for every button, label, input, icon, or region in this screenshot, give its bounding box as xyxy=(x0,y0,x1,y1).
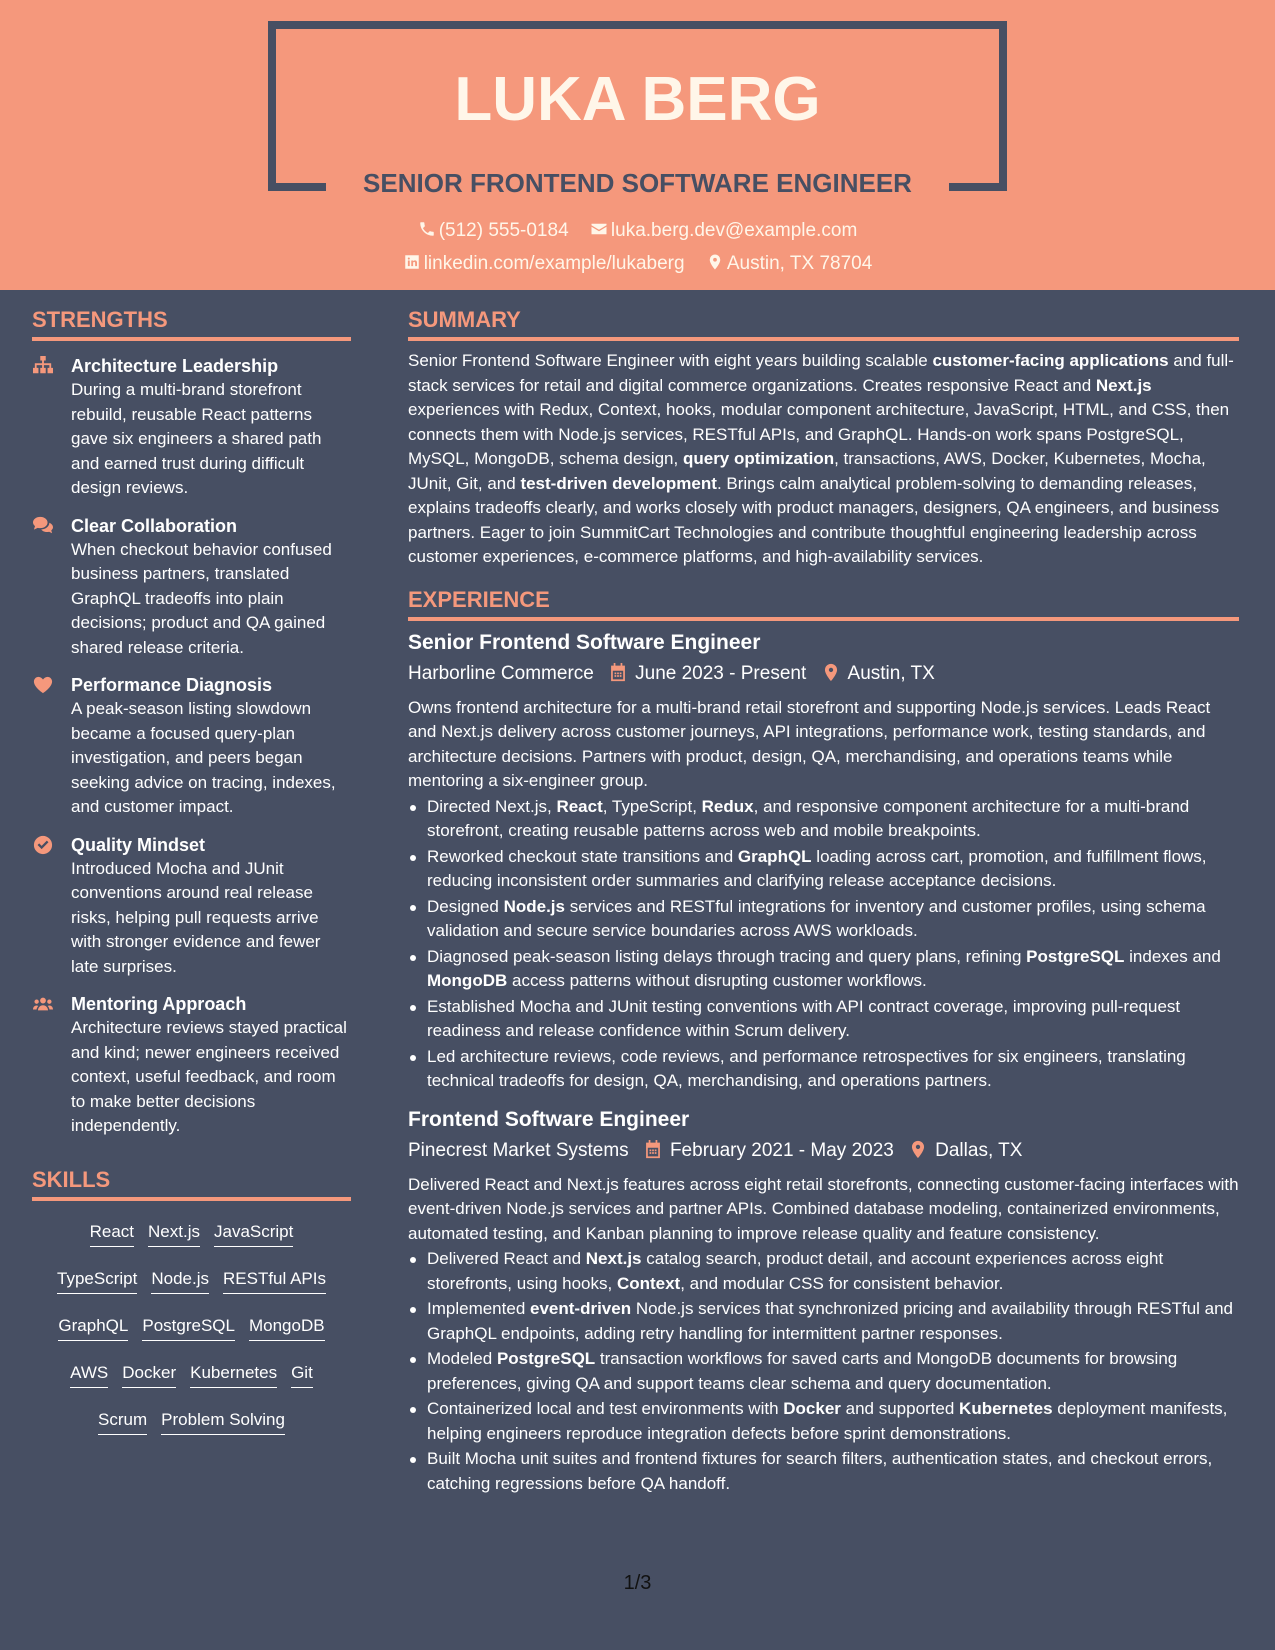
text-segment: , and modular CSS for consistent behavior. xyxy=(680,1273,1004,1293)
bold-keyword: PostgreSQL xyxy=(1026,946,1125,966)
text-segment: , transactions, AWS, Docker, Kubernetes, Mocha, JUnit, Git, and xyxy=(408,449,1206,493)
summary-heading: SUMMARY xyxy=(408,305,1239,341)
job-bullet xyxy=(408,945,1239,994)
text-segment: experiences with Redux, Context, hooks, modular component architecture, JavaScript, HTML, and CSS, then connects them with Node.js services, RESTful APIs, and GraphQL. Hands-on work spans PostgreSQL, MySQL, MongoDB, schema design, xyxy=(408,400,1230,468)
strength-item xyxy=(32,673,351,820)
strength-title: Performance Diagnosis xyxy=(71,675,273,695)
linkedin-text: linkedin.com/example/lukaberg xyxy=(423,253,685,274)
job-bullets xyxy=(408,1247,1239,1496)
strengths-heading: STRENGTHS xyxy=(32,305,351,341)
job-entry xyxy=(408,629,1239,1094)
comments-icon xyxy=(32,516,54,536)
strength-title: Clear Collaboration xyxy=(71,515,238,536)
strength-desc: A peak-season listing slowdown became a focused query-plan investigation, and peers began seeking advice on tracing, indexes, and customer impact. xyxy=(71,699,336,816)
text-segment: and full-stack services for retail and digital commerce organizations. Creates responsive React and xyxy=(408,351,1234,395)
skill-tag: PostgreSQL xyxy=(142,1314,235,1341)
text-segment: deployment manifests, helping engineers reproduce integration defects before sprint demonstrations. xyxy=(427,1399,1228,1443)
skill-tag: AWS xyxy=(70,1361,108,1388)
job-bullet xyxy=(408,1045,1239,1094)
text-segment: Implemented xyxy=(427,1299,530,1318)
skill-tag: RESTful APIs xyxy=(223,1267,326,1294)
text-segment: transaction workflows for saved carts and MongoDB documents for browsing preferences, giving QA and support teams clear schema and query documentation. xyxy=(427,1349,1178,1393)
summary-section xyxy=(408,305,1239,570)
candidate-title: SENIOR FRONTEND SOFTWARE ENGINEER xyxy=(363,168,912,198)
header-frame-corner-right xyxy=(949,183,1007,191)
strength-item xyxy=(32,354,351,501)
text-segment: catalog search, product detail, and account experiences across eight storefronts, using hooks, xyxy=(427,1249,1164,1293)
skill-tag: Docker xyxy=(122,1361,176,1388)
sitemap-icon xyxy=(32,356,54,376)
text-segment: loading across cart, promotion, and fulfillment flows, reducing inconsistent order summaries and clarifying release acceptance decisions. xyxy=(427,846,1207,890)
text-segment: , and responsive component architecture for a multi-brand storefront, creating reusable patterns across web and mobile breakpoints. xyxy=(427,796,1190,840)
envelope-icon xyxy=(590,220,608,238)
map-pin-icon xyxy=(706,253,724,271)
job-description: Delivered React and Next.js features across eight retail storefronts, connecting customer-facing interfaces with event-driven Node.js services and partner APIs. Combined database modeling, containerized environments, automated testing, and Kanban planning to improve release quality and feature consistency. xyxy=(408,1174,1239,1243)
skill-tag: GraphQL xyxy=(58,1314,128,1341)
strength-title: Quality Mindset xyxy=(71,834,206,855)
map-pin-icon xyxy=(822,663,840,682)
map-pin-icon xyxy=(909,1140,927,1159)
text-segment: Modeled xyxy=(427,1349,497,1368)
text-segment: Led architecture reviews, code reviews, and performance retrospectives for six engineers, translating technical tradeoffs for design, QA, merchandising, and operations partners. xyxy=(427,1046,1186,1090)
strength-item xyxy=(32,992,351,1139)
strength-item xyxy=(32,514,351,661)
job-title: Senior Frontend Software Engineer xyxy=(408,630,761,654)
bold-keyword: Next.js xyxy=(1095,375,1152,395)
text-segment: indexes and xyxy=(1124,946,1221,966)
text-segment: Delivered React and xyxy=(427,1249,586,1268)
right-column xyxy=(408,305,1239,1497)
strength-desc: When checkout behavior confused business partners, translated GraphQL tradeoffs into plain decisions; product and QA gained shared release criteria. xyxy=(71,539,332,657)
job-location xyxy=(909,1137,1022,1165)
skill-tag: React xyxy=(90,1220,134,1247)
skills-list xyxy=(32,1210,351,1445)
header-frame xyxy=(268,21,1007,29)
bold-keyword: customer-facing applications xyxy=(932,351,1169,370)
skills-heading: SKILLS xyxy=(32,1165,351,1201)
job-dates xyxy=(644,1137,894,1165)
strength-title: Mentoring Approach xyxy=(71,994,247,1014)
contact-phone[interactable] xyxy=(418,218,569,244)
text-segment: Built Mocha unit suites and frontend fixtures for search filters, authentication states, and checkout errors, catching regressions before QA handoff. xyxy=(427,1449,1213,1493)
header-frame-right xyxy=(999,21,1007,191)
skill-tag: MongoDB xyxy=(249,1314,325,1341)
job-dates-text: February 2021 - May 2023 xyxy=(669,1139,894,1161)
linkedin-icon xyxy=(403,253,421,271)
skill-tag: Next.js xyxy=(148,1220,200,1247)
job-dates xyxy=(609,660,806,688)
skill-tag: Git xyxy=(291,1361,313,1388)
contact-linkedin[interactable] xyxy=(403,251,685,277)
skill-tag: Scrum xyxy=(98,1408,147,1435)
bold-keyword: Node.js xyxy=(503,896,565,916)
header-frame-left xyxy=(268,21,276,191)
skills-section xyxy=(32,1165,351,1445)
phone-text: (512) 555-0184 xyxy=(438,220,569,241)
calendar-icon xyxy=(644,1140,662,1159)
skill-tag: Problem Solving xyxy=(161,1408,285,1435)
users-icon xyxy=(32,994,54,1014)
bold-keyword: MongoDB xyxy=(427,971,508,990)
bold-keyword: Docker xyxy=(783,1399,841,1418)
bold-keyword: GraphQL xyxy=(737,846,812,866)
job-meta xyxy=(408,660,1239,688)
skill-tag: Kubernetes xyxy=(190,1361,277,1388)
job-bullet xyxy=(408,1247,1239,1296)
text-segment: Reworked checkout state transitions and xyxy=(427,846,738,866)
job-dates-text: June 2023 - Present xyxy=(635,662,807,684)
location-text: Austin, TX 78704 xyxy=(726,253,873,274)
bold-keyword: Redux xyxy=(701,796,754,816)
email-text: luka.berg.dev@example.com xyxy=(610,220,858,241)
check-circle-icon xyxy=(32,835,54,855)
header-frame-corner-left xyxy=(268,183,326,191)
text-segment: Node.js services that synchronized pricing and availability through RESTful and GraphQL endpoints, adding retry handling for intermittent partner responses. xyxy=(427,1299,1234,1343)
job-entry xyxy=(408,1106,1239,1497)
candidate-name: LUKA BERG xyxy=(454,65,821,134)
bold-keyword: React xyxy=(556,796,603,816)
job-bullet xyxy=(408,995,1239,1044)
job-title: Frontend Software Engineer xyxy=(408,1107,690,1131)
job-bullet xyxy=(408,895,1239,944)
job-bullet xyxy=(408,1297,1239,1346)
text-segment: Containerized local and test environments with xyxy=(427,1399,784,1418)
text-segment: Senior Frontend Software Engineer with eight years building scalable xyxy=(408,351,933,370)
job-bullet xyxy=(408,845,1239,894)
experience-heading: EXPERIENCE xyxy=(408,585,1239,621)
strength-title: Architecture Leadership xyxy=(71,356,279,376)
job-description: Owns frontend architecture for a multi-brand retail storefront and supporting Node.js services. Leads React and Next.js delivery across customer journeys, API integrations, performance work, testing standards, and architecture decisions. Partners with product, design, QA, merchandising, and operations teams while mentoring a six-engineer group. xyxy=(408,697,1211,790)
strength-desc: Introduced Mocha and JUnit conventions around real release risks, helping pull requests arrive with stronger evidence and fewer late surprises. xyxy=(71,858,321,976)
summary-text xyxy=(408,349,1239,570)
contact-row-1 xyxy=(0,218,1275,244)
job-bullets xyxy=(408,795,1239,1094)
strength-desc: During a multi-brand storefront rebuild, reusable React patterns gave six engineers a shared path and earned trust during difficult design reviews. xyxy=(71,380,322,497)
text-segment: services and RESTful integrations for inventory and customer profiles, using schema validation and secure service boundaries across AWS workloads. xyxy=(427,896,1206,940)
job-bullet xyxy=(408,1347,1239,1396)
experience-section xyxy=(408,585,1239,1497)
bold-keyword: Next.js xyxy=(585,1249,642,1268)
text-segment: Designed xyxy=(427,896,504,916)
job-location xyxy=(822,660,935,688)
job-company: Harborline Commerce xyxy=(408,662,594,684)
strength-desc: Architecture reviews stayed practical and kind; newer engineers received context, useful feedback, and room to make better decisions independently. xyxy=(71,1018,347,1135)
phone-icon xyxy=(418,220,436,238)
skill-tag: Node.js xyxy=(151,1267,209,1294)
heart-icon xyxy=(32,675,54,695)
bold-keyword: PostgreSQL xyxy=(496,1349,596,1368)
text-segment: and supported xyxy=(840,1399,960,1418)
job-meta xyxy=(408,1137,1239,1165)
bold-keyword: query optimization xyxy=(682,449,835,468)
job-location-text: Dallas, TX xyxy=(935,1139,1023,1161)
calendar-icon xyxy=(609,663,627,682)
bold-keyword: event-driven xyxy=(530,1299,632,1318)
text-segment: . Brings calm analytical problem-solving to demanding releases, explains tradeoffs clearly, and works closely with product managers, designers, QA engineers, and business partners. Eager to join SummitCart Technologies and contribute thoughtful engineering leadership across customer experiences, e-commerce platforms, and high-availability services. xyxy=(408,473,1220,566)
job-bullet xyxy=(408,1447,1239,1496)
skill-tag: JavaScript xyxy=(214,1220,293,1247)
job-bullet xyxy=(408,795,1239,844)
text-segment: , TypeScript, xyxy=(602,796,702,816)
contact-row-2 xyxy=(0,251,1275,277)
job-company: Pinecrest Market Systems xyxy=(408,1139,629,1161)
strength-item xyxy=(32,833,351,980)
job-location-text: Austin, TX xyxy=(847,662,935,684)
strengths-section xyxy=(32,305,351,1139)
page-number: 1/3 xyxy=(623,1572,652,1594)
skill-tag: TypeScript xyxy=(57,1267,137,1294)
text-segment: Diagnosed peak-season listing delays through tracing and query plans, refining xyxy=(427,946,1027,966)
text-segment: Directed Next.js, xyxy=(427,796,557,816)
bold-keyword: test-driven development xyxy=(520,473,717,493)
contact-location xyxy=(706,251,872,277)
job-bullet xyxy=(408,1397,1239,1446)
bold-keyword: Context xyxy=(616,1273,681,1293)
text-segment: Established Mocha and JUnit testing conventions with API contract coverage, improving pull-request readiness and release confidence within Scrum delivery. xyxy=(427,996,1181,1040)
bold-keyword: Kubernetes xyxy=(959,1399,1053,1418)
contact-email[interactable] xyxy=(590,218,857,244)
text-segment: access patterns without disrupting customer workflows. xyxy=(507,971,927,990)
resume-header xyxy=(0,0,1275,290)
left-column xyxy=(32,305,351,1445)
